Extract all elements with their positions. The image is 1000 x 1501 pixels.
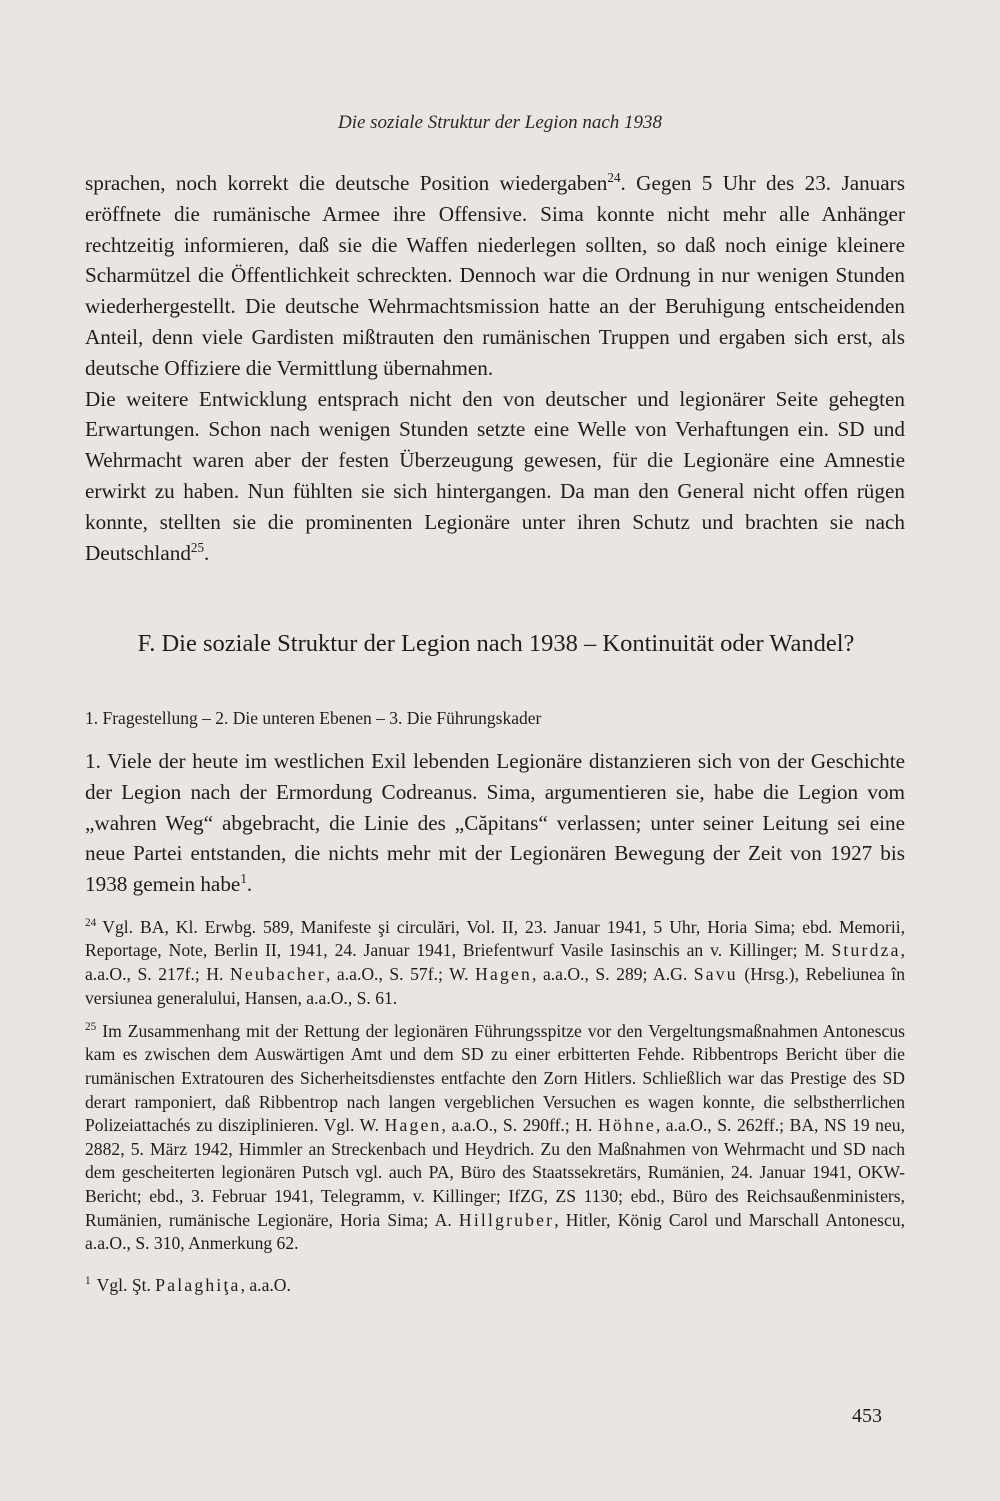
paragraph-2-text-a: Die weitere Entwicklung entsprach nicht den von deutscher und legionärer Seite gehegten Erwartungen. Schon nach wenigen Stunden setzte eine Welle von Verhaftungen ein. SD und Wehrmacht waren aber der festen Überzeugung gewesen, für die Legionäre eine Amnestie erwirkt zu haben. Nun fühlten sie sich hintergangen. Da man den General nicht offen rügen konnte, stellten sie die prominenten Legionäre unter ihren Schutz und brachten sie nach Deutschland: [85, 386, 905, 565]
footnote-25-marker: 25: [85, 1021, 97, 1034]
author-name: Hillgruber: [458, 1209, 555, 1230]
author-name: Hagen: [475, 963, 532, 984]
paragraph-3-text-b: .: [246, 872, 253, 897]
paragraph-1: [85, 168, 905, 384]
paragraph-1-text-b: . Gegen 5 Uhr des 23. Januars eröffnete die rumänische Armee ihre Offensive. Sima konnte nicht mehr alle Anhänger rechtzeitig informieren, daß sie die Waffen niederlegen sollten, so daß noch einige kleinere Scharmützel die Öffentlichkeit schreckten. Dennoch war die Ordnung in nur wenigen Stunden wiederhergestellt. Die deutsche Wehrmachtsmission hatte an der Beruhigung entscheidenden Anteil, denn viele Gardisten mißtrauten den rumänischen Truppen und ergaben sich erst, als deutsche Offiziere die Vermittlung übernahmen.: [85, 171, 905, 380]
footnote-25-text: , Hitler, König Carol und Marschall Antonescu, a.a.O., S. 310, Anmerkung 62.: [85, 1209, 905, 1254]
footnote-1-text: Vgl. Şt.: [96, 1274, 156, 1295]
footnote-1: [85, 1270, 905, 1297]
author-name: Hagen: [384, 1115, 442, 1136]
footnote-24-text: (Hrsg.), Rebeliunea în versiunea generalului, Hansen, a.a.O., S. 61.: [85, 963, 905, 1008]
footnote-25-text: , a.a.O., S. 290ff.; H.: [441, 1115, 598, 1136]
paragraph-3: [85, 746, 905, 900]
footnote-1-marker: 1: [85, 1274, 91, 1287]
footnote-24-text: Vgl. BA, Kl. Erwbg. 589, Manifeste şi circulări, Vol. II, 23. Januar 1941, 5 Uhr, Horia Sima; ebd. Memorii, Reportage, Note, Berlin II, 1941, 24. Januar 1941, Briefentwurf Vasile Iasinschis an v. Killinger; M.: [85, 916, 905, 961]
author-name: Palaghiţa: [155, 1274, 241, 1295]
paragraph-3-text-a: 1. Viele der heute im westlichen Exil lebenden Legionäre distanzieren sich von der Geschichte der Legion nach der Ermordung Codreanus. Sima, argumentieren sie, habe die Legion vom „wahren Weg“ abgebracht, die Linie des „Căpitans“ verlassen; unter seiner Leitung sei eine neue Partei entstanden, die nichts mehr mit der Legionären Bewegung der Zeit von 1927 bis 1938 gemein habe: [85, 749, 905, 897]
footnote-24-text: , a.a.O., S. 289; A.G.: [531, 963, 694, 984]
footnote-25: [85, 1016, 905, 1256]
footnote-25-text: Im Zusammenhang mit der Rettung der legionären Führungsspitze vor den Vergeltungsmaßnahmen Antonescus kam es zwischen dem Auswärtigen Amt und dem SD zu einer erbitterten Fehde. Ribbentrops Bericht über die rumänischen Extratouren des Sicherheitsdienstes entfachte den Zorn Hitlers. Schließlich war das Prestige des SD derart ramponiert, daß Ribbentrop nach langen vergeblichen Versuchen es wagen konnte, die selbstherrlichen Polizeiattachés zu disziplinieren. Vgl. W.: [85, 1020, 905, 1136]
author-name: Sturdza: [831, 940, 901, 961]
footnote-24-text: , a.a.O., S. 57f.; W.: [325, 963, 476, 984]
paragraph-2-text-b: .: [204, 540, 210, 565]
footnote-ref-1: 1: [240, 871, 247, 887]
main-text-top: [85, 168, 905, 568]
footnote-24: [85, 912, 905, 1010]
footnote-1-text: , a.a.O.: [240, 1274, 291, 1295]
running-head: Die soziale Struktur der Legion nach 1938: [337, 112, 663, 133]
paragraph-2: [85, 384, 905, 569]
section-subheadings: 1. Fragestellung – 2. Die unteren Ebenen – 3. Die Führungskader: [85, 708, 542, 728]
main-text-bottom: [85, 746, 905, 900]
footnote-24-marker: 24: [85, 917, 97, 929]
author-name: Neubacher: [229, 963, 326, 984]
footnote-ref-25: 25: [190, 539, 205, 555]
author-name: Höhne: [597, 1115, 656, 1136]
footnote-24-text: , a.a.O., S. 217f.; H.: [85, 940, 905, 984]
page-number: 453: [852, 1405, 882, 1427]
footnote-ref-24: 24: [607, 169, 621, 185]
author-name: Savu: [693, 963, 738, 984]
footnote-25-text: , a.a.O., S. 262ff.; BA, NS 19 neu, 2882, 5. März 1942, Himmler an Streckenbach und Heydrich. Zu den Maßnahmen von Wehrmacht und SD nach dem gescheiterten legionären Putsch vgl. auch PA, Büro des Staatssekretärs, Rumänien, 24. Januar 1941, OKW-Bericht; ebd., 3. Februar 1941, Telegramm, v. Killinger; IfZG, ZS 1130; ebd., Büro des Reichsaußenministers, Rumänien, rumänische Legionäre, Horia Sima; A.: [85, 1115, 905, 1230]
paragraph-1-text-a: sprachen, noch korrekt die deutsche Position wiedergaben: [85, 171, 608, 195]
chapter-heading: F. Die soziale Struktur der Legion nach 1938 – Kontinuität oder Wandel?: [137, 630, 855, 657]
footnotes: [85, 912, 905, 1303]
